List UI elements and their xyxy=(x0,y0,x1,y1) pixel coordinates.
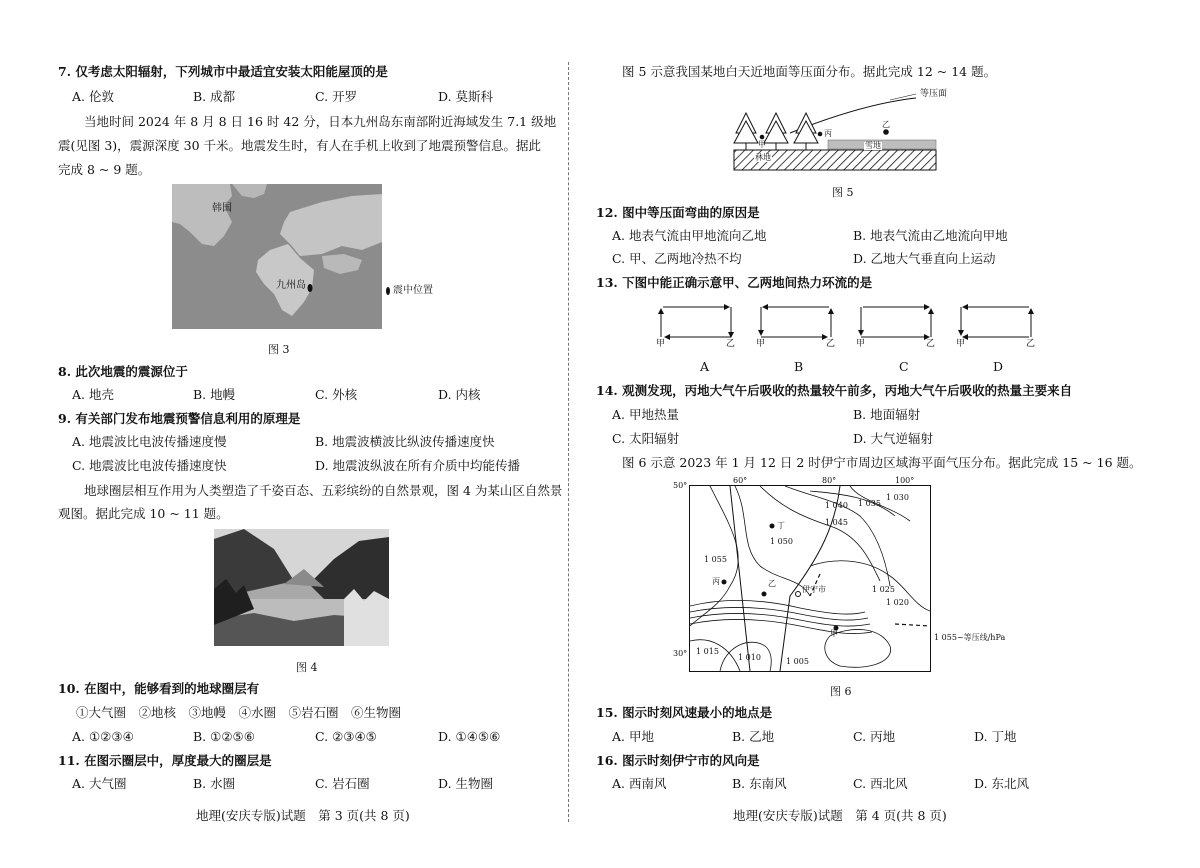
figure-4-photo xyxy=(214,529,389,646)
q13-a-jia: 甲 xyxy=(656,339,666,349)
label-ding-fig6: 丁 xyxy=(777,521,785,530)
label-kyushu: 九州岛 xyxy=(276,280,306,291)
q9-stem: 9. 有关部门发布地震预警信息利用的原理是 xyxy=(58,411,301,426)
label-snow: 雪地 xyxy=(865,141,881,150)
label-yi-fig5: 乙 xyxy=(882,120,890,129)
epicenter-legend xyxy=(386,286,433,296)
q7-option-b: B. 成都 xyxy=(193,89,236,104)
label-yining: 伊宁市 xyxy=(802,585,826,594)
q15-option-b: B. 乙地 xyxy=(732,729,775,744)
q9-option-b: B. 地震波横波比纵波传播速度快 xyxy=(315,434,495,449)
q13-c-jia: 甲 xyxy=(856,339,866,349)
epicenter-marker-icon xyxy=(386,287,390,295)
lat-30: 30° xyxy=(673,649,688,658)
q13-letter-a: A xyxy=(700,359,710,374)
figure-4-caption: 图 4 xyxy=(296,661,318,674)
isobar-1045: 1 045 xyxy=(825,518,848,527)
q7-stem: 7. 仅考虑太阳辐射，下列城市中最适宜安装太阳能屋顶的是 xyxy=(58,64,388,79)
q10-sphere-list: ①大气圈 ②地核 ③地幔 ④水圈 ⑤岩石圈 ⑥生物圈 xyxy=(76,705,402,720)
figure-5-caption: 图 5 xyxy=(832,186,854,199)
q16-option-b: B. 东南风 xyxy=(732,776,787,791)
isobar-1010: 1 010 xyxy=(738,653,761,662)
lon-80: 80° xyxy=(822,476,837,485)
q12-option-d: D. 乙地大气垂直向上运动 xyxy=(853,251,996,266)
q13-d-yi: 乙 xyxy=(1026,339,1036,349)
figure-5-diagram xyxy=(730,88,960,178)
intro-15: 图 6 示意 2023 年 1 月 12 日 2 时伊宁市周边区域海平面气压分布。据此完成 15 ~ 16 题。 xyxy=(622,455,1142,470)
q15-option-c: C. 丙地 xyxy=(853,729,896,744)
q15-option-d: D. 丁地 xyxy=(974,729,1017,744)
q12-option-a: A. 地表气流由甲地流向乙地 xyxy=(612,228,767,243)
q11-option-a: A. 大气圈 xyxy=(72,776,127,791)
q10-option-b: B. ①②⑤⑥ xyxy=(193,729,255,744)
q14-option-c: C. 太阳辐射 xyxy=(612,431,680,446)
label-forest: 林地 xyxy=(755,153,771,162)
q13-circulation-diagrams xyxy=(655,297,1045,347)
q16-stem: 16. 图示时刻伊宁市的风向是 xyxy=(596,753,760,768)
q13-circulation-svg xyxy=(655,297,1045,347)
isobar-1030: 1 030 xyxy=(886,493,909,502)
footer-right: 地理(安庆专版)试题 第 4 页(共 8 页) xyxy=(733,808,947,823)
q16-option-c: C. 西北风 xyxy=(853,776,908,791)
q13-c-yi: 乙 xyxy=(926,339,936,349)
intro-8-line-1: 当地时间 2024 年 8 月 8 日 16 时 42 分，日本九州岛东南部附近海域发生 7.1 级地 xyxy=(84,114,557,129)
footer-left: 地理(安庆专版)试题 第 3 页(共 8 页) xyxy=(196,808,410,823)
label-jia-fig5: 甲 xyxy=(758,140,766,149)
q13-letter-d: D xyxy=(993,359,1004,374)
q13-b-yi: 乙 xyxy=(826,339,836,349)
figure-6-svg xyxy=(690,486,930,671)
isobar-1005: 1 005 xyxy=(786,657,809,666)
figure-6-isobar-map xyxy=(689,485,931,672)
lat-50: 50° xyxy=(673,481,688,490)
figure-3-svg xyxy=(172,184,382,329)
lon-100: 100° xyxy=(895,476,915,485)
q12-stem: 12. 图中等压面弯曲的原因是 xyxy=(596,205,760,220)
isobar-1040: 1 040 xyxy=(825,501,848,510)
q14-option-d: D. 大气逆辐射 xyxy=(853,431,934,446)
q12-option-c: C. 甲、乙两地冷热不均 xyxy=(612,251,742,266)
q11-option-d: D. 生物圈 xyxy=(438,776,494,791)
q13-d-jia: 甲 xyxy=(956,339,966,349)
q7-option-d: D. 莫斯科 xyxy=(438,89,494,104)
q13-b-jia: 甲 xyxy=(756,339,766,349)
intro-12: 图 5 示意我国某地白天近地面等压面分布。据此完成 12 ~ 14 题。 xyxy=(622,64,997,79)
intro-10-line-2: 观图。据此完成 10 ~ 11 题。 xyxy=(58,506,229,521)
q13-a-yi: 乙 xyxy=(726,339,736,349)
label-yi-fig6: 乙 xyxy=(768,579,776,588)
isobar-1050: 1 050 xyxy=(770,537,793,546)
q15-stem: 15. 图示时刻风速最小的地点是 xyxy=(596,705,773,720)
q9-option-a: A. 地震波比电波传播速度慢 xyxy=(72,434,227,449)
isobar-1015: 1 015 xyxy=(696,647,719,656)
isobar-1035: 1 035 xyxy=(858,499,881,508)
q10-option-c: C. ②③④⑤ xyxy=(315,729,377,744)
label-epicenter: 震中位置 xyxy=(393,285,433,296)
q13-letter-b: B xyxy=(794,359,804,374)
q9-option-d: D. 地震波纵波在所有介质中均能传播 xyxy=(315,458,521,473)
q14-option-b: B. 地面辐射 xyxy=(853,407,921,422)
intro-10-line-1: 地球圈层相互作用为人类塑造了千姿百态、五彩缤纷的自然景观，图 4 为某山区自然景 xyxy=(84,483,563,498)
q16-option-d: D. 东北风 xyxy=(974,776,1030,791)
q16-option-a: A. 西南风 xyxy=(612,776,667,791)
q14-option-a: A. 甲地热量 xyxy=(612,407,679,422)
q11-stem: 11. 在图示圈层中，厚度最大的圈层是 xyxy=(58,753,272,768)
q9-option-c: C. 地震波比电波传播速度快 xyxy=(72,458,227,473)
q7-option-c: C. 开罗 xyxy=(315,89,358,104)
q10-option-d: D. ①④⑤⑥ xyxy=(438,729,501,744)
figure-5-svg xyxy=(730,88,960,178)
label-isobar: 等压面 xyxy=(920,89,948,99)
q8-option-a: A. 地壳 xyxy=(72,387,114,402)
label-bing-fig6: 丙 xyxy=(712,577,720,586)
isobar-1055: 1 055 xyxy=(704,555,727,564)
q8-option-d: D. 内核 xyxy=(438,387,481,402)
label-jia-fig6: 甲 xyxy=(830,629,838,638)
q15-option-a: A. 甲地 xyxy=(612,729,654,744)
q8-stem: 8. 此次地震的震源位于 xyxy=(58,364,188,379)
figure-4-svg xyxy=(214,529,389,646)
q13-stem: 13. 下图中能正确示意甲、乙两地间热力环流的是 xyxy=(596,275,873,290)
intro-8-line-3: 完成 8 ~ 9 题。 xyxy=(58,162,151,177)
q11-option-c: C. 岩石圈 xyxy=(315,776,370,791)
q8-option-c: C. 外核 xyxy=(315,387,358,402)
q10-option-a: A. ①②③④ xyxy=(72,729,134,744)
page-divider xyxy=(568,62,569,822)
figure-6-caption: 图 6 xyxy=(830,685,852,698)
label-korea: 韩国 xyxy=(212,203,232,214)
q7-option-a: A. 伦敦 xyxy=(72,89,114,104)
isobar-1020: 1 020 xyxy=(886,598,909,607)
isobar-1025: 1 025 xyxy=(872,585,895,594)
isobar-legend: 1 055~等压线/hPa xyxy=(934,633,1006,642)
q10-stem: 10. 在图中，能够看到的地球圈层有 xyxy=(58,681,260,696)
intro-8-line-2: 震(见图 3)，震源深度 30 千米。地震发生时，有人在手机上收到了地震预警信息。据此 xyxy=(58,138,542,153)
figure-3-map xyxy=(172,184,382,329)
label-bing-fig5: 丙 xyxy=(824,129,832,138)
figure-3-caption: 图 3 xyxy=(268,343,290,356)
q14-stem: 14. 观测发现，丙地大气午后吸收的热量较午前多，丙地大气午后吸收的热量主要来自 xyxy=(596,383,1073,398)
q8-option-b: B. 地幔 xyxy=(193,387,236,402)
q13-letter-c: C xyxy=(899,359,909,374)
lon-60: 60° xyxy=(733,476,748,485)
q11-option-b: B. 水圈 xyxy=(193,776,236,791)
q12-option-b: B. 地表气流由乙地流向甲地 xyxy=(853,228,1008,243)
